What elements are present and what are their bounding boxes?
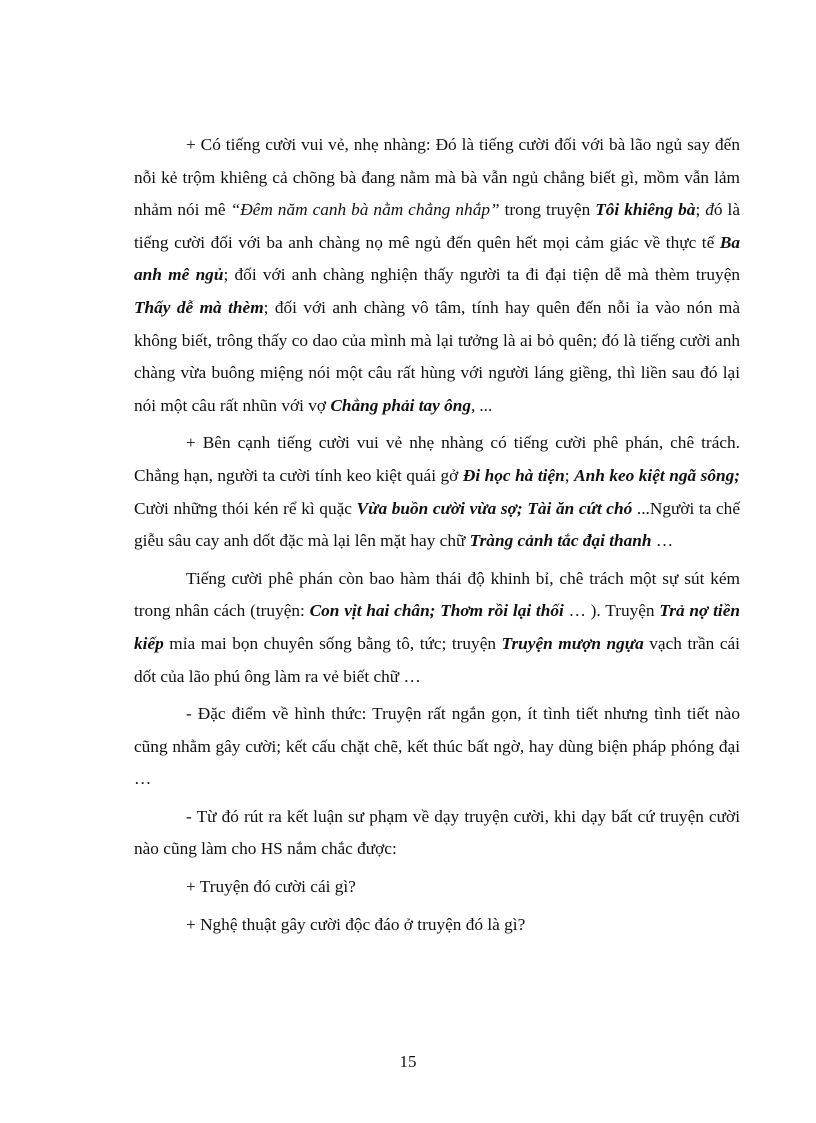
paragraph-form-features xyxy=(134,698,740,796)
bold-italic-text-run: Đi học hà tiện xyxy=(462,465,565,485)
text-run: - Từ đó rút ra kết luận sư phạm về dạy truyện cười, khi dạy bất cứ truyện cười nào cũng làm cho HS nắm chắc được: xyxy=(134,806,740,859)
italic-text-run: đ xyxy=(705,200,714,220)
bold-italic-text-run: Tràng cảnh tắc đại thanh xyxy=(469,531,652,551)
bold-italic-text-run: Con vịt hai chân; Thơm rồi lại thối xyxy=(309,601,564,621)
text-run: + Truyện đó cười cái gì? xyxy=(186,877,356,897)
text-run: - Đặc điểm về hình thức: Truyện rất ngắn gọn, ít tình tiết nhưng tình tiết nào cũng nhằm gây cười; kết cấu chặt chẽ, kết thúc bất ngờ, hay dùng biện pháp phóng đại … xyxy=(134,704,740,789)
paragraph-contemptuous-laughter xyxy=(134,563,740,693)
text-run: mỉa mai bọn chuyên sống bằng tô, tức; truyện xyxy=(163,633,502,653)
bold-italic-text-run: Anh keo kiệt ngã sông; xyxy=(574,465,740,485)
text-run: Tiếng cười phê phán còn bao hàm thái độ khinh bỉ, chê trách một sự sút kém trong nhân cách (truyện: xyxy=(134,568,740,621)
text-run: + Nghệ thuật gây cười độc đáo ở truyện đó là gì? xyxy=(186,914,526,934)
page-number: 15 xyxy=(399,1052,417,1071)
text-run: trong truyện xyxy=(499,200,596,220)
italic-text-run: “Đêm năm canh bà nằm chẳng nhắp” xyxy=(230,200,500,220)
text-run: vạch trần cái dốt của lão phú ông làm ra vẻ biết chữ … xyxy=(134,633,740,686)
text-run: ...Người ta chế giễu sâu cay anh dốt đặc mà lại lên mặt hay chữ xyxy=(134,498,740,551)
bold-italic-text-run: Tôi khiêng bà xyxy=(595,200,696,220)
text-run: … xyxy=(651,531,674,551)
text-run: ; đối với anh chàng nghiện thấy người ta đi đại tiện dễ mà thèm truyện xyxy=(223,265,741,285)
paragraph-pedagogical-conclusion xyxy=(134,801,740,866)
bold-italic-text-run: Chẳng phải tay ông xyxy=(330,395,472,415)
body-text xyxy=(134,129,740,946)
bold-italic-text-run: Trả nợ tiền kiếp xyxy=(134,601,740,653)
paragraph-funny-gentle-laughter xyxy=(134,129,740,422)
italic-text-run: , ... xyxy=(471,395,493,415)
text-run: … ). Truyện xyxy=(563,601,660,621)
text-run: + Có tiếng cười vui vẻ, nhẹ nhàng: Đó là tiếng cười đối với bà lão ngủ say đến nỗi kẻ trộm khiêng cả chõng bà đang nằm mà bà vẫn ngủ chẳng biết gì, mồm vẫn lảm nhảm nói mê xyxy=(134,135,740,220)
paragraph-question-what-laughs xyxy=(134,871,740,904)
text-run: Cười những thói kén rể kì quặc xyxy=(134,498,357,518)
paragraph-critical-laughter xyxy=(134,427,740,557)
bold-italic-text-run: Vừa buồn cười vừa sợ; Tài ăn cứt chó xyxy=(356,498,633,518)
bold-italic-text-run: Truyện mượn ngựa xyxy=(501,633,644,653)
text-run: + Bên cạnh tiếng cười vui vẻ nhẹ nhàng có tiếng cười phê phán, chê trách. Chẳng hạn, người ta cười tính keo kiệt quái gở xyxy=(134,433,740,485)
text-run: ; xyxy=(695,200,706,220)
bold-italic-text-run: Thấy dễ mà thèm xyxy=(134,297,264,317)
paragraph-question-art-of-laughter xyxy=(134,909,740,942)
bold-italic-text-run: Ba anh mê ngủ xyxy=(134,232,740,285)
text-run: ó là tiếng cười đối với ba anh chàng nọ mê ngủ đến quên hết mọi cảm giác về thực tế xyxy=(134,200,740,252)
text-run: ; đối với anh chàng vô tâm, tính hay quên đến nỗi ỉa vào nón mà không biết, trông thấy co dao của mình mà lại tưởng là ai bỏ quên; đó là tiếng cười anh chàng vừa buông miệng nói một câu rất hùng với người láng giềng, thì liền sau đó lại nói một câu rất nhũn với vợ xyxy=(134,297,741,415)
text-run: ; xyxy=(564,465,575,485)
